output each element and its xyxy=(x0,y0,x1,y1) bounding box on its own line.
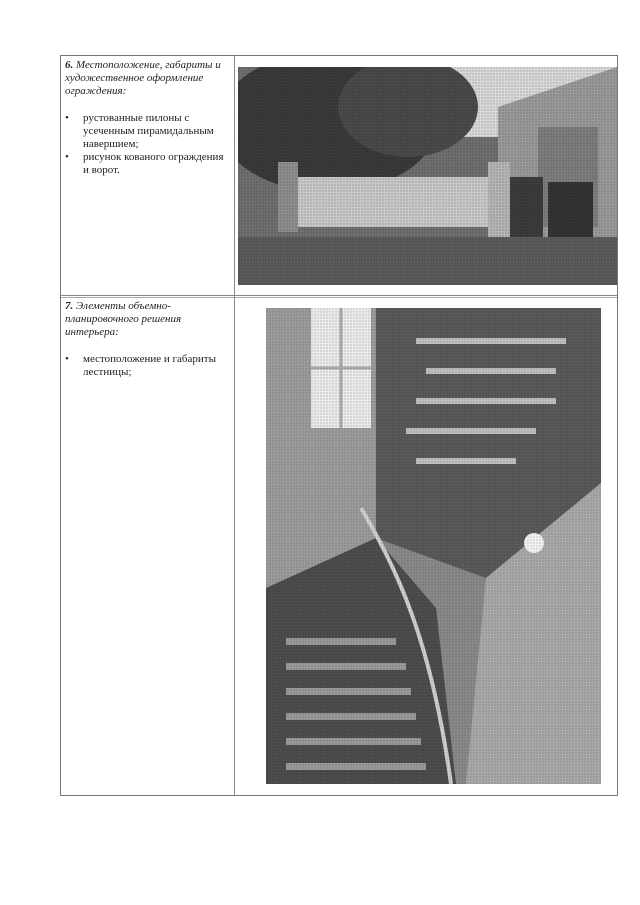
row-divider xyxy=(61,295,617,296)
bullet-list xyxy=(65,353,231,379)
staircase-photo xyxy=(266,308,601,784)
row-title: Элементы объемно-планировочного решения интерьера: xyxy=(65,300,182,338)
bullet-icon: • xyxy=(65,353,69,365)
bullet-list xyxy=(65,112,231,177)
row-6-description xyxy=(65,59,231,177)
row-number: 6. xyxy=(65,59,74,71)
list-item: • рисунок кованого ограждения и ворот. xyxy=(65,151,224,176)
row-divider-double xyxy=(61,297,617,298)
list-item: • местоположение и габариты лестницы; xyxy=(65,353,216,378)
gate-fence-photo xyxy=(238,67,617,285)
row-7-description xyxy=(65,300,231,379)
bullet-icon: • xyxy=(65,151,69,163)
bullet-icon: • xyxy=(65,112,69,124)
list-item: • рустованные пилоны с усеченным пирамидальным навершием; xyxy=(65,112,214,150)
monument-features-table xyxy=(60,55,618,796)
row-title: Местоположение, габариты и художественное оформление ограждения: xyxy=(65,59,221,97)
column-divider xyxy=(234,56,235,795)
row-number: 7. xyxy=(65,300,74,312)
